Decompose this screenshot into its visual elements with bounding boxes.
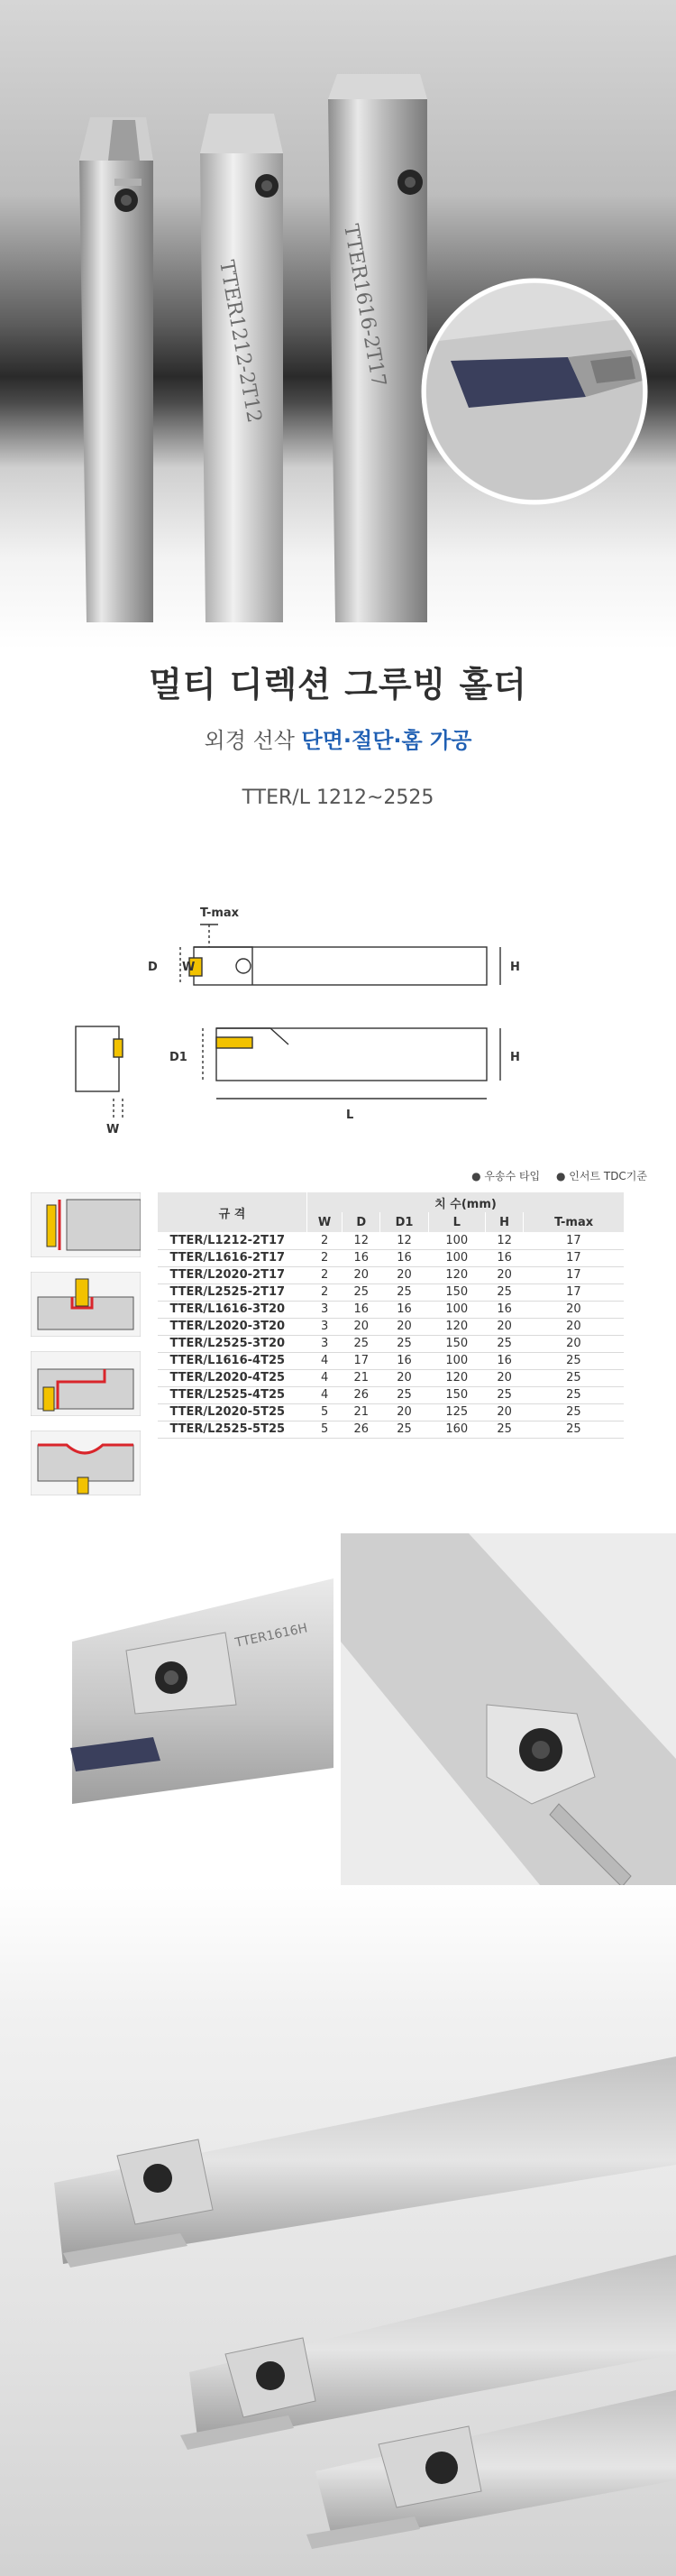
closeup-left [0, 1533, 333, 1930]
table-row [158, 1283, 625, 1301]
model-cell: TTER/L2525-2T17 [158, 1283, 307, 1301]
value-cell: 16 [343, 1249, 380, 1266]
col-w: W [307, 1212, 343, 1232]
value-cell: 16 [485, 1301, 523, 1318]
value-cell: 25 [524, 1386, 624, 1403]
technical-drawing [0, 893, 676, 1155]
col-tmax: T-max [524, 1212, 624, 1232]
value-cell: 25 [485, 1421, 523, 1438]
value-cell: 3 [307, 1335, 343, 1352]
value-cell: 25 [380, 1283, 428, 1301]
value-cell: 20 [485, 1318, 523, 1335]
value-cell: 160 [428, 1421, 485, 1438]
closeup-illustrations [0, 1533, 676, 1930]
table-row [158, 1352, 625, 1369]
value-cell: 150 [428, 1386, 485, 1403]
grooving-icon [31, 1272, 141, 1337]
title-block [0, 657, 676, 809]
note-insert-basis: ● 인서트 TDC기준 [555, 1170, 647, 1182]
value-cell: 5 [307, 1421, 343, 1438]
value-cell: 16 [380, 1249, 428, 1266]
application-icons [31, 1192, 141, 1510]
value-cell: 25 [524, 1421, 624, 1438]
table-row [158, 1335, 625, 1352]
value-cell: 20 [380, 1369, 428, 1386]
value-cell: 3 [307, 1301, 343, 1318]
value-cell: 150 [428, 1283, 485, 1301]
value-cell: 17 [524, 1249, 624, 1266]
table-row [158, 1403, 625, 1421]
dim-l-label: L [346, 1109, 354, 1122]
dimension-drawing [0, 893, 676, 1155]
bottom-product-photo [0, 1885, 676, 2576]
value-cell: 20 [380, 1266, 428, 1283]
col-d: D [343, 1212, 380, 1232]
value-cell: 17 [524, 1232, 624, 1249]
dim-h-bottom-label: H [510, 1051, 520, 1064]
value-cell: 12 [380, 1232, 428, 1249]
value-cell: 5 [307, 1403, 343, 1421]
parting-off-icon [31, 1192, 141, 1257]
value-cell: 4 [307, 1369, 343, 1386]
spec-notes [459, 1168, 647, 1183]
value-cell: 25 [485, 1386, 523, 1403]
value-cell: 150 [428, 1335, 485, 1352]
holder-3 [328, 74, 427, 622]
closeup-photos [0, 1533, 676, 1930]
value-cell: 25 [343, 1335, 380, 1352]
dim-w-label: W [182, 961, 196, 974]
col-h: H [485, 1212, 523, 1232]
subtitle-accent: 단면·절단·홈 가공 [301, 728, 472, 753]
value-cell: 25 [380, 1335, 428, 1352]
model-range: TTER/L 1212~2525 [242, 787, 434, 809]
model-cell: TTER/L1616-4T25 [158, 1352, 307, 1369]
table-row [158, 1318, 625, 1335]
note-stock-type: ● 우송수 타입 [471, 1170, 541, 1182]
value-cell: 20 [380, 1403, 428, 1421]
value-cell: 20 [485, 1403, 523, 1421]
profiling-icon [31, 1431, 141, 1495]
value-cell: 20 [343, 1318, 380, 1335]
value-cell: 20 [524, 1301, 624, 1318]
table-row [158, 1386, 625, 1403]
value-cell: 120 [428, 1266, 485, 1283]
dim-d1-label: D1 [169, 1051, 187, 1064]
dim-w-side-label: W [106, 1123, 120, 1136]
value-cell: 120 [428, 1318, 485, 1335]
dim-h-top-label: H [510, 961, 520, 974]
col-l: L [428, 1212, 485, 1232]
value-cell: 100 [428, 1352, 485, 1369]
model-cell: TTER/L1616-3T20 [158, 1301, 307, 1318]
value-cell: 25 [524, 1369, 624, 1386]
value-cell: 25 [524, 1403, 624, 1421]
table-row [158, 1369, 625, 1386]
col-d1: D1 [380, 1212, 428, 1232]
spec-table-body [158, 1232, 625, 1438]
value-cell: 100 [428, 1249, 485, 1266]
value-cell: 2 [307, 1232, 343, 1249]
value-cell: 12 [343, 1232, 380, 1249]
value-cell: 2 [307, 1283, 343, 1301]
table-row [158, 1232, 625, 1249]
face-grooving-icon [31, 1351, 141, 1416]
value-cell: 25 [485, 1335, 523, 1352]
value-cell: 2 [307, 1249, 343, 1266]
value-cell: 20 [485, 1266, 523, 1283]
value-cell: 100 [428, 1232, 485, 1249]
closeup-engraving: TTER1616H [233, 1621, 309, 1651]
holder-3-engraving: TTER1616-2T17 [339, 222, 390, 389]
value-cell: 17 [343, 1352, 380, 1369]
value-cell: 26 [343, 1386, 380, 1403]
model-cell: TTER/L2020-2T17 [158, 1266, 307, 1283]
model-cell: TTER/L2020-3T20 [158, 1318, 307, 1335]
value-cell: 125 [428, 1403, 485, 1421]
table-row [158, 1421, 625, 1438]
holder-2-engraving: TTER1212-2T12 [215, 258, 266, 425]
value-cell: 17 [524, 1266, 624, 1283]
subtitle-plain: 외경 선삭 [204, 728, 302, 753]
value-cell: 16 [485, 1352, 523, 1369]
value-cell: 25 [485, 1283, 523, 1301]
value-cell: 25 [343, 1283, 380, 1301]
value-cell: 21 [343, 1369, 380, 1386]
model-cell: TTER/L2525-5T25 [158, 1421, 307, 1438]
value-cell: 4 [307, 1386, 343, 1403]
value-cell: 12 [485, 1232, 523, 1249]
table-row [158, 1301, 625, 1318]
header-model: 규 격 [158, 1192, 307, 1232]
table-row [158, 1249, 625, 1266]
value-cell: 16 [380, 1301, 428, 1318]
value-cell: 20 [343, 1266, 380, 1283]
value-cell: 20 [524, 1335, 624, 1352]
spec-table [157, 1192, 624, 1439]
value-cell: 20 [524, 1318, 624, 1335]
value-cell: 16 [343, 1301, 380, 1318]
value-cell: 25 [380, 1421, 428, 1438]
value-cell: 20 [380, 1318, 428, 1335]
value-cell: 20 [485, 1369, 523, 1386]
model-cell: TTER/L2020-5T25 [158, 1403, 307, 1421]
value-cell: 16 [485, 1249, 523, 1266]
model-cell: TTER/L2020-4T25 [158, 1369, 307, 1386]
table-row [158, 1266, 625, 1283]
page-subtitle [0, 722, 676, 754]
dim-tmax-label: T-max [200, 906, 240, 920]
value-cell: 25 [524, 1352, 624, 1369]
hero-photo [0, 0, 676, 649]
model-cell: TTER/L1616-2T17 [158, 1249, 307, 1266]
value-cell: 16 [380, 1352, 428, 1369]
model-cell: TTER/L2525-4T25 [158, 1386, 307, 1403]
header-dimensions: 치 수(mm) [307, 1192, 625, 1212]
value-cell: 21 [343, 1403, 380, 1421]
holder-1 [79, 117, 153, 622]
value-cell: 3 [307, 1318, 343, 1335]
value-cell: 120 [428, 1369, 485, 1386]
page-title: 멀티 디렉션 그루빙 홀더 [149, 665, 527, 704]
value-cell: 26 [343, 1421, 380, 1438]
value-cell: 2 [307, 1266, 343, 1283]
model-cell: TTER/L2525-3T20 [158, 1335, 307, 1352]
hero-holders-illustration [0, 0, 676, 649]
bottom-holders-illustration [0, 1885, 676, 2576]
dim-d-label: D [148, 961, 158, 974]
model-cell: TTER/L1212-2T17 [158, 1232, 307, 1249]
value-cell: 25 [380, 1386, 428, 1403]
holder-2 [200, 114, 283, 622]
value-cell: 4 [307, 1352, 343, 1369]
insert-closeup-inset [424, 280, 649, 505]
value-cell: 17 [524, 1283, 624, 1301]
value-cell: 100 [428, 1301, 485, 1318]
closeup-right [341, 1533, 676, 1930]
